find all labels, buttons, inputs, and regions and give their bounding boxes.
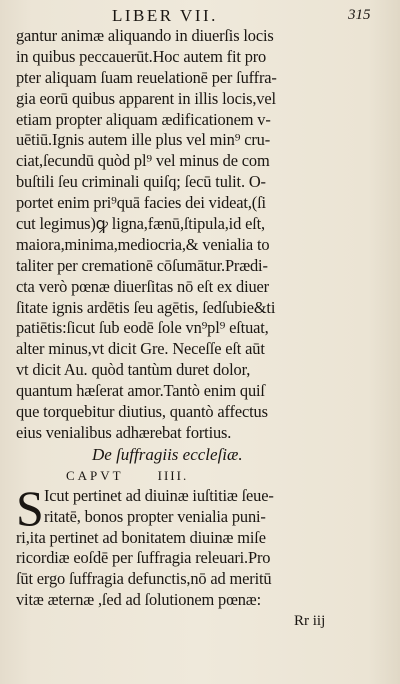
text-line: gia eorū quibus apparent in illis locis,vel	[16, 88, 276, 108]
text-line: in quibus peccauerūt.Hoc autem fit pro	[16, 46, 267, 66]
text-line: que torquebitur diutius, quantò affectus	[16, 402, 268, 422]
text-line: uētiū.Ignis autem ille plus vel min⁹ cru-	[16, 130, 271, 150]
text-line: ſūt ergo ſuffragia defunctis,nō ad meritū	[16, 569, 272, 589]
text-line: etiam propter aliquam ædificationem v-	[16, 109, 271, 129]
text-line: patiētis:ſicut ſub eodē ſole vn⁹pl⁹ eſtuat,	[16, 318, 269, 338]
text-line: ritatē, bonos propter venialia puni-	[44, 506, 266, 526]
text-line: alter minus,vt dicit Gre. Neceſſe eſt aūt	[16, 339, 265, 359]
text-line: gantur animæ aliquando in diuerſis locis	[16, 26, 274, 45]
chapter-paragraph	[16, 479, 388, 611]
chapter-number: IIII.	[157, 467, 189, 483]
text-line: buſtili ſeu criminali quiſq; ſecū tulit. O-	[16, 172, 266, 192]
text-line: maiora,minima,mediocria,& venialia to	[16, 234, 270, 254]
main-text	[16, 26, 388, 631]
text-line: pter aliquam ſuam reuelationē per ſuffra-	[16, 67, 277, 87]
chapter-heading	[16, 466, 388, 486]
running-title: LIBER VII.	[112, 6, 218, 25]
page-header	[0, 6, 400, 28]
text-line: taliter per cremationē cōſumātur.Prædi-	[16, 255, 268, 275]
chapter-label: CAPVT	[66, 467, 124, 483]
text-line: eius venialibus adhærebat fortius.	[16, 422, 232, 442]
text-line: ſitate ignis ardētis ſeu agētis, ſedſubie&ti	[16, 297, 276, 317]
text-line: cta verò pœnæ diuerſitas nō eſt ex diuer	[16, 276, 269, 296]
text-line: Icut pertinet ad diuinæ iuſtitiæ ſeue-	[44, 485, 274, 505]
text-line: cut legimus)ꝙ ligna,fænū,ſtipula,id eſt,	[16, 214, 265, 234]
text-line: ri,ita pertinet ad bonitatem diuinæ miſe	[16, 527, 266, 547]
section-heading: De ſuffragiis eccleſiæ.	[92, 444, 243, 464]
signature-mark: Rr iij	[294, 613, 326, 630]
text-line: portet enim pri⁹quā facies dei videat,(ſi	[16, 193, 266, 213]
text-line: vitæ æternæ ,ſed ad ſolutionem pœnæ:	[16, 590, 261, 610]
text-line: quantum hæſerat amor.Tantò enim quiſ	[16, 381, 265, 401]
page-number: 315	[348, 7, 371, 23]
text-line: vt dicit Au. quòd tantùm duret dolor,	[16, 360, 251, 380]
drop-cap: S	[16, 479, 44, 536]
text-line: ricordiæ eoſdē per ſuffragia releuari.Pro	[16, 548, 271, 568]
text-line: ciat,ſecundū quòd pl⁹ vel minus de com	[16, 151, 270, 171]
